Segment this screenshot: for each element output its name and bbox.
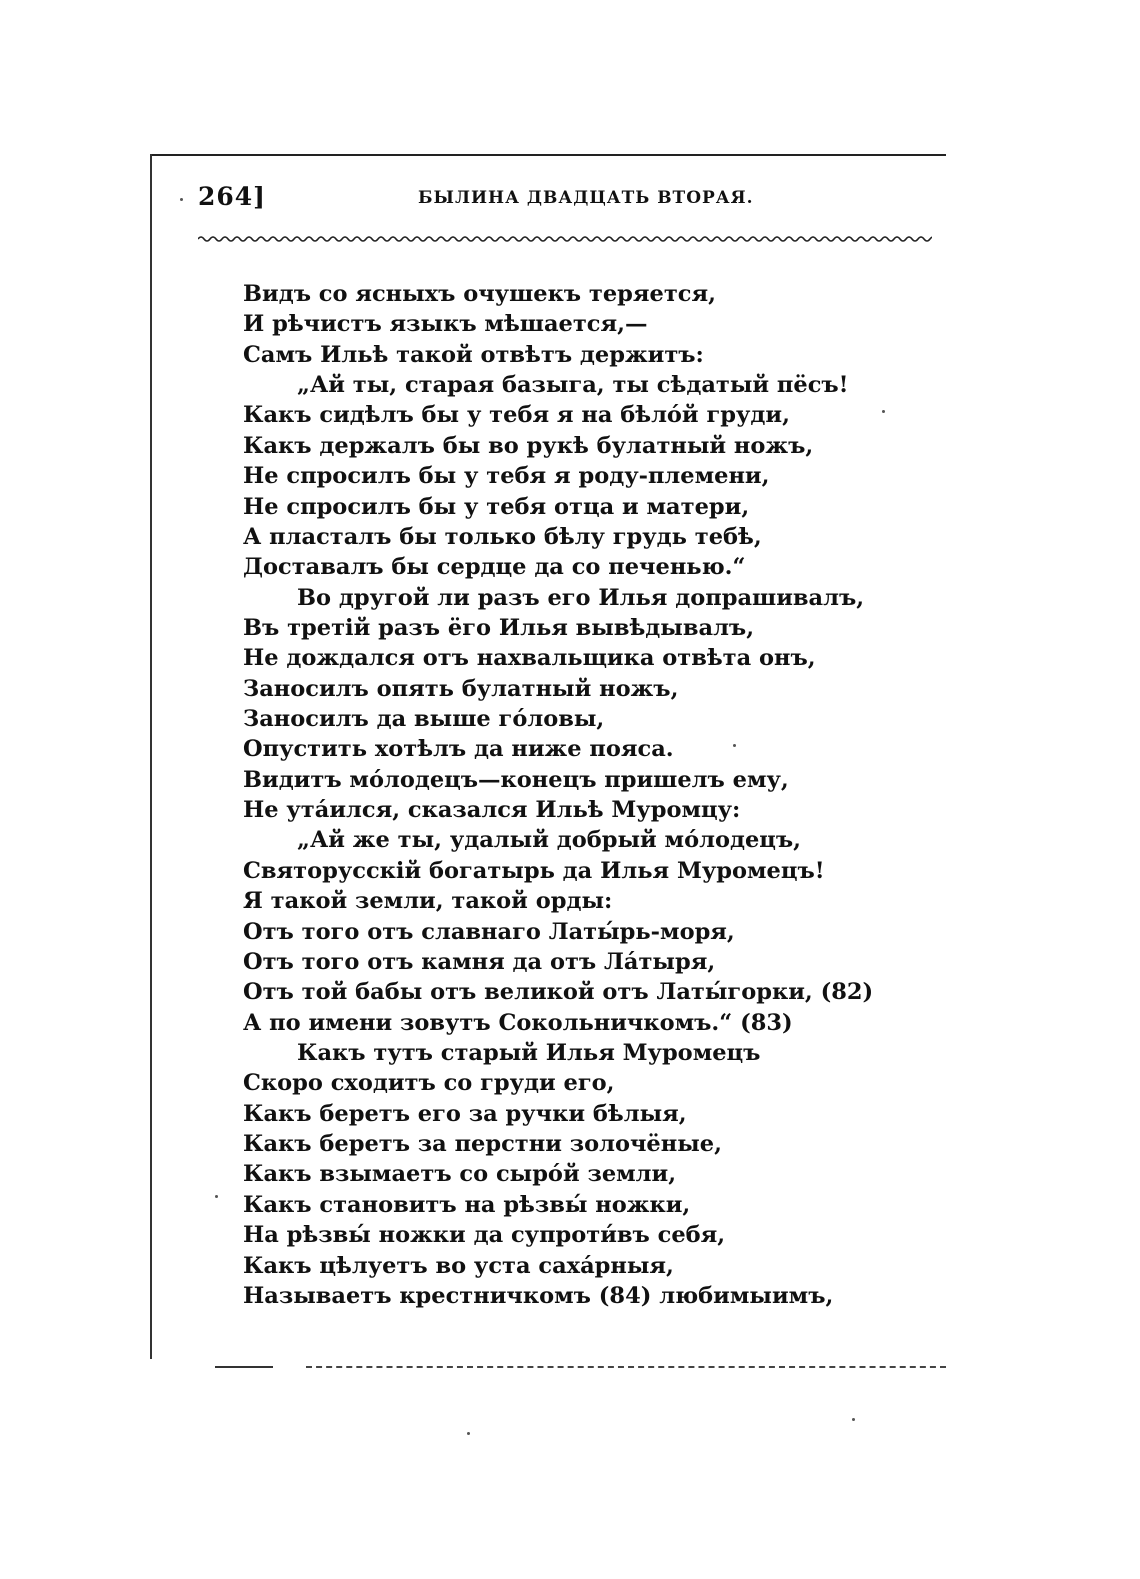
verse-line <box>243 552 883 582</box>
verse-text: Видъ со ясныхъ очушекъ теряется, <box>243 281 716 307</box>
verse-line <box>243 704 883 734</box>
verse-line <box>243 1129 883 1159</box>
bottom-rule-left <box>215 1366 273 1368</box>
chapter-title: БЫЛИНА ДВАДЦАТЬ ВТОРАЯ. <box>418 188 754 208</box>
verse-line <box>243 825 883 855</box>
verse-line <box>243 1190 883 1220</box>
wavy-rule <box>198 232 932 246</box>
verse-line <box>243 400 883 430</box>
print-speck <box>733 744 736 747</box>
footnote-reference: (84) <box>598 1282 652 1309</box>
print-speck <box>852 1418 855 1421</box>
verse-text: Я такой земли, такой орды: <box>243 888 613 915</box>
verse-line <box>243 1251 883 1281</box>
verse-line <box>243 1038 883 1068</box>
page-number: 264] <box>198 182 267 211</box>
verse-line <box>243 977 883 1007</box>
verse-text: Святорусскій богатырь да Илья Муромецъ! <box>243 857 825 884</box>
verse-text: А по имени зовутъ Сокольничкомъ.“ <box>243 1009 733 1036</box>
verse-line <box>243 643 883 673</box>
verse-text: Отъ того отъ славнаго Латы́рь-моря, <box>243 918 735 945</box>
verse-line <box>243 674 883 704</box>
verse-line <box>243 1159 883 1189</box>
verse-line <box>243 886 883 916</box>
verse-text: Не спросилъ бы у тебя отца и матери, <box>243 493 750 520</box>
verse-text: Во другой ли разъ его Илья допрашивалъ, <box>297 584 865 611</box>
footnote-reference: (82) <box>820 979 874 1006</box>
verse-text: Не спросилъ бы у тебя я роду-племени, <box>243 463 770 490</box>
verse-text: Въ третій разъ ёго Илья вывѣдывалъ, <box>243 614 755 641</box>
verse-line <box>243 795 883 825</box>
verse-text: Какъ беретъ его за ручки бѣлыя, <box>243 1100 687 1127</box>
verse-text: Какъ сидѣлъ бы у тебя я на бѣлóй груди, <box>243 402 790 429</box>
footnote-reference: (83) <box>740 1009 793 1036</box>
verse-text: Какъ цѣлуетъ во уста сахáрныя, <box>243 1252 674 1279</box>
verse-text: Самъ Ильѣ такой отвѣтъ держитъ: <box>243 341 704 368</box>
verse-line <box>243 1281 883 1311</box>
verse-text: Отъ того отъ камня да отъ Лáтыря, <box>243 948 716 975</box>
page-frame-left-rule <box>150 154 152 1359</box>
verse-line <box>243 856 883 886</box>
verse-text: Видитъ мóлодецъ—конецъ пришелъ ему, <box>243 766 789 793</box>
verse-line <box>243 370 883 400</box>
verse-text: Скоро сходитъ со груди его, <box>243 1070 615 1097</box>
verse-line <box>243 1008 883 1038</box>
verse-text: Доставалъ бы сердце да со печенью.“ <box>243 554 746 581</box>
verse-text: На рѣзвы́ ножки да супроти́въ себя, <box>243 1222 726 1249</box>
print-speck <box>180 198 183 201</box>
bottom-rule-dashed <box>306 1366 946 1368</box>
verse-text: И рѣчистъ языкъ мѣшается,— <box>243 311 648 338</box>
verse-text: Опустить хотѣлъ да ниже пояса. <box>243 736 674 763</box>
verse-line <box>243 431 883 461</box>
verse-text-continued: любимыимъ, <box>659 1282 834 1309</box>
verse-text: Какъ держалъ бы во рукѣ булатный ножъ, <box>243 432 814 459</box>
verse-text: „Ай же ты, удалый добрый мóлодецъ, <box>297 827 802 854</box>
verse-text: Какъ тутъ старый Илья Муромецъ <box>297 1039 761 1066</box>
verse-line <box>243 492 883 522</box>
verse-text: Не утáился, сказался Ильѣ Муромцу: <box>243 797 741 824</box>
verse-line <box>243 1068 883 1098</box>
verse-line <box>243 461 883 491</box>
verse-text: Не дождался отъ нахвальщика отвѣта онъ, <box>243 645 816 672</box>
verse-text: Какъ беретъ за перстни золочёные, <box>243 1131 722 1158</box>
verse-text: Отъ той бабы отъ великой отъ Латы́горки, <box>243 979 813 1006</box>
verse-text: Называетъ крестничкомъ <box>243 1282 591 1309</box>
verse-line <box>243 1099 883 1129</box>
verse-line <box>243 947 883 977</box>
verse-line <box>243 765 883 795</box>
verse-line <box>243 340 883 370</box>
verse-line <box>243 1220 883 1250</box>
verse-line <box>243 734 883 764</box>
verse-line <box>243 522 883 552</box>
verse-text: „Ай ты, старая базыга, ты сѣдатый пёсъ! <box>297 372 849 399</box>
verse-line <box>243 309 883 339</box>
running-head <box>198 180 918 220</box>
verse-text: Какъ взымаетъ со сырóй земли, <box>243 1161 677 1188</box>
verse-text: Какъ становитъ на рѣзвы́ ножки, <box>243 1191 691 1218</box>
page-frame-top-rule <box>150 154 946 156</box>
verse-line <box>243 583 883 613</box>
verse-text: А пласталъ бы только бѣлу грудь тебѣ, <box>243 523 762 550</box>
print-speck <box>215 1195 218 1198</box>
verse-line <box>243 279 883 309</box>
print-speck <box>882 410 885 413</box>
print-speck <box>467 1432 470 1435</box>
verse-block <box>243 279 883 1311</box>
verse-line <box>243 613 883 643</box>
verse-line <box>243 917 883 947</box>
verse-text: Заносилъ да выше гóловы, <box>243 706 605 733</box>
verse-text: Заносилъ опять булатный ножъ, <box>243 675 679 702</box>
